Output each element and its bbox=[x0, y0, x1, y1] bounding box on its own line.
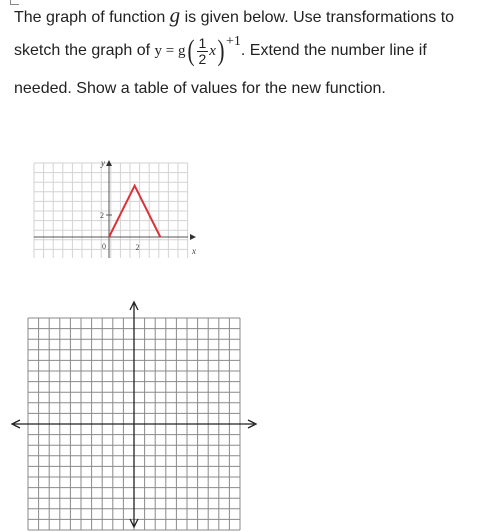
fraction-numerator: 1 bbox=[198, 34, 207, 51]
answer-grid[interactable] bbox=[12, 302, 256, 530]
x-tick-label: 2 bbox=[135, 243, 140, 252]
function-name: g bbox=[169, 3, 181, 27]
given-graph bbox=[34, 158, 196, 258]
origin-label: 0 bbox=[102, 242, 106, 251]
left-paren: ( bbox=[187, 34, 194, 67]
y-tick-label: 2 bbox=[100, 211, 104, 220]
equation-plus-one: +1 bbox=[225, 34, 241, 50]
fraction-denominator: 2 bbox=[198, 50, 207, 67]
x-axis-label: x bbox=[192, 246, 196, 256]
y-axis-label: y bbox=[101, 158, 105, 168]
right-paren: ) bbox=[217, 34, 225, 67]
text-segment: is given below. Use transformations to bbox=[180, 9, 455, 26]
equation-variable: x bbox=[209, 42, 216, 59]
problem-line-3: needed. Show a table of values for the new function. bbox=[14, 80, 386, 97]
text-segment: The graph of function bbox=[14, 9, 170, 26]
text-segment: . Extend the number line if bbox=[240, 42, 427, 59]
x-axis-arrow bbox=[190, 234, 196, 240]
text-segment: sketch the graph of bbox=[14, 42, 155, 59]
equation-lhs: y = g bbox=[154, 42, 186, 59]
